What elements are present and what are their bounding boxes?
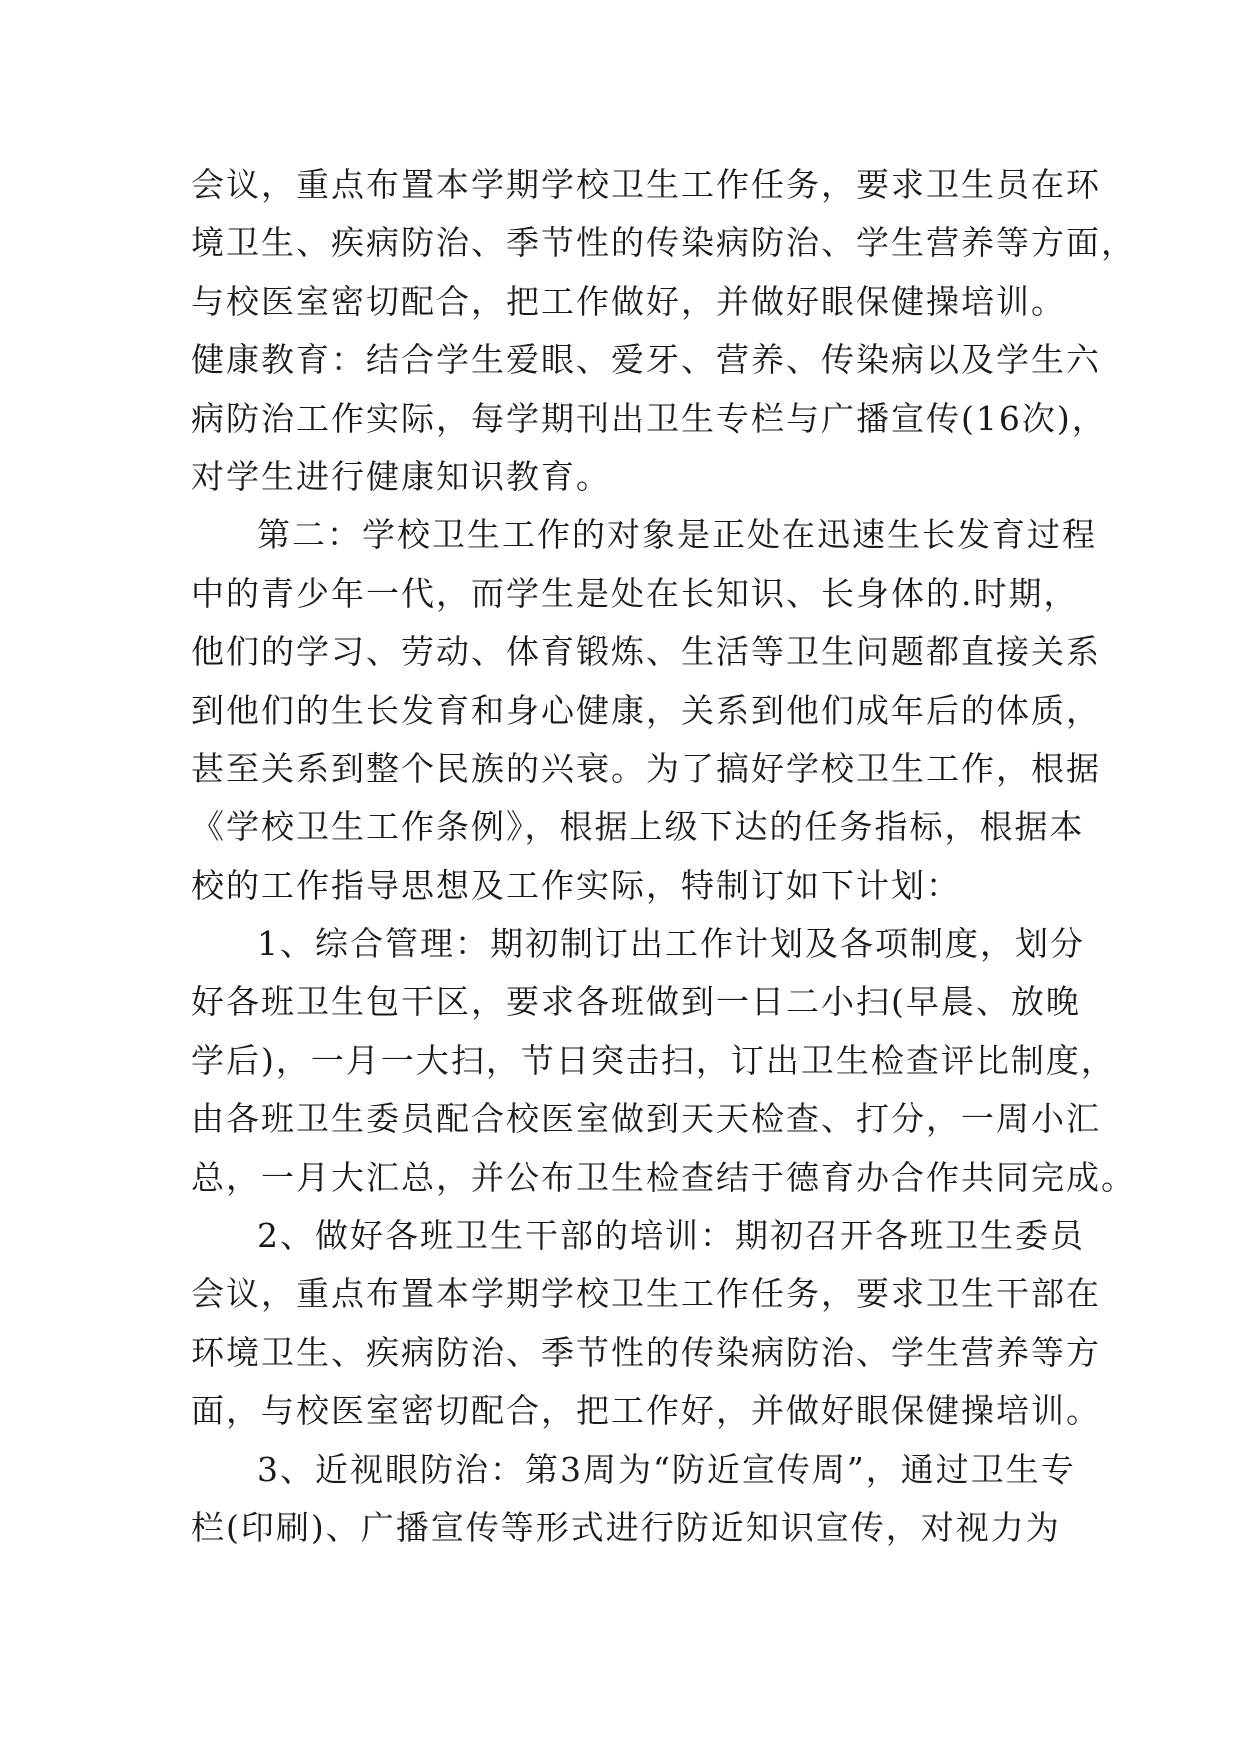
body-text bbox=[191, 156, 1136, 1557]
text-line: 与校医室密切配合，把工作做好，并做好眼保健操培训。 bbox=[191, 281, 1066, 321]
text-line: 总，一月大汇总，并公布卫生检查结于德育办合作共同完成。 bbox=[191, 1157, 1136, 1197]
text-line: 甚至关系到整个民族的兴衰。为了搞好学校卫生工作，根据 bbox=[191, 748, 1101, 788]
text-line: 环境卫生、疾病防治、季节性的传染病防治、学生营养等方 bbox=[191, 1332, 1101, 1372]
paragraph-start-line: 3、近视眼防治：第3周为“防近宣传周”，通过卫生专 bbox=[257, 1449, 1076, 1489]
text-line: 对学生进行健康知识教育。 bbox=[191, 456, 611, 496]
text-line: 境卫生、疾病防治、季节性的传染病防治、学生营养等方面， bbox=[191, 223, 1136, 263]
text-line: 到他们的生长发育和身心健康，关系到他们成年后的体质， bbox=[191, 690, 1101, 730]
paragraph-start-line: 第二：学校卫生工作的对象是正处在迅速生长发育过程 bbox=[257, 515, 1097, 555]
text-line: 中的青少年一代，而学生是处在长知识、长身体的.时期， bbox=[191, 573, 1079, 613]
text-line: 病防治工作实际，每学期刊出卫生专栏与广播宣传(16次)， bbox=[191, 398, 1107, 438]
text-line: 好各班卫生包干区，要求各班做到一日二小扫(早晨、放晚 bbox=[191, 982, 1081, 1022]
text-line: 会议，重点布置本学期学校卫生工作任务，要求卫生干部在 bbox=[191, 1274, 1101, 1314]
text-line: 栏(印刷)、广播宣传等形式进行防近知识宣传，对视力为 bbox=[191, 1507, 1061, 1547]
paragraph-start-line: 1、综合管理：期初制订出工作计划及各项制度，划分 bbox=[257, 924, 1085, 964]
text-line: 《学校卫生工作条例》，根据上级下达的任务指标，根据本 bbox=[191, 807, 1085, 847]
text-line: 会议，重点布置本学期学校卫生工作任务，要求卫生员在环 bbox=[191, 165, 1101, 204]
text-line: 面，与校医室密切配合，把工作好，并做好眼保健操培训。 bbox=[191, 1391, 1101, 1431]
paragraph-start-line: 2、做好各班卫生干部的培训：期初召开各班卫生委员 bbox=[257, 1216, 1085, 1256]
text-line: 学后)，一月一大扫，节日突击扫，订出卫生检查评比制度， bbox=[191, 1040, 1116, 1080]
text-line: 由各班卫生委员配合校医室做到天天检查、打分，一周小汇 bbox=[191, 1099, 1101, 1139]
text-line: 校的工作指导思想及工作实际，特制订如下计划： bbox=[191, 865, 961, 905]
text-line: 健康教育：结合学生爱眼、爱牙、营养、传染病以及学生六 bbox=[191, 340, 1101, 380]
text-line: 他们的学习、劳动、体育锻炼、生活等卫生问题都直接关系 bbox=[191, 632, 1101, 672]
